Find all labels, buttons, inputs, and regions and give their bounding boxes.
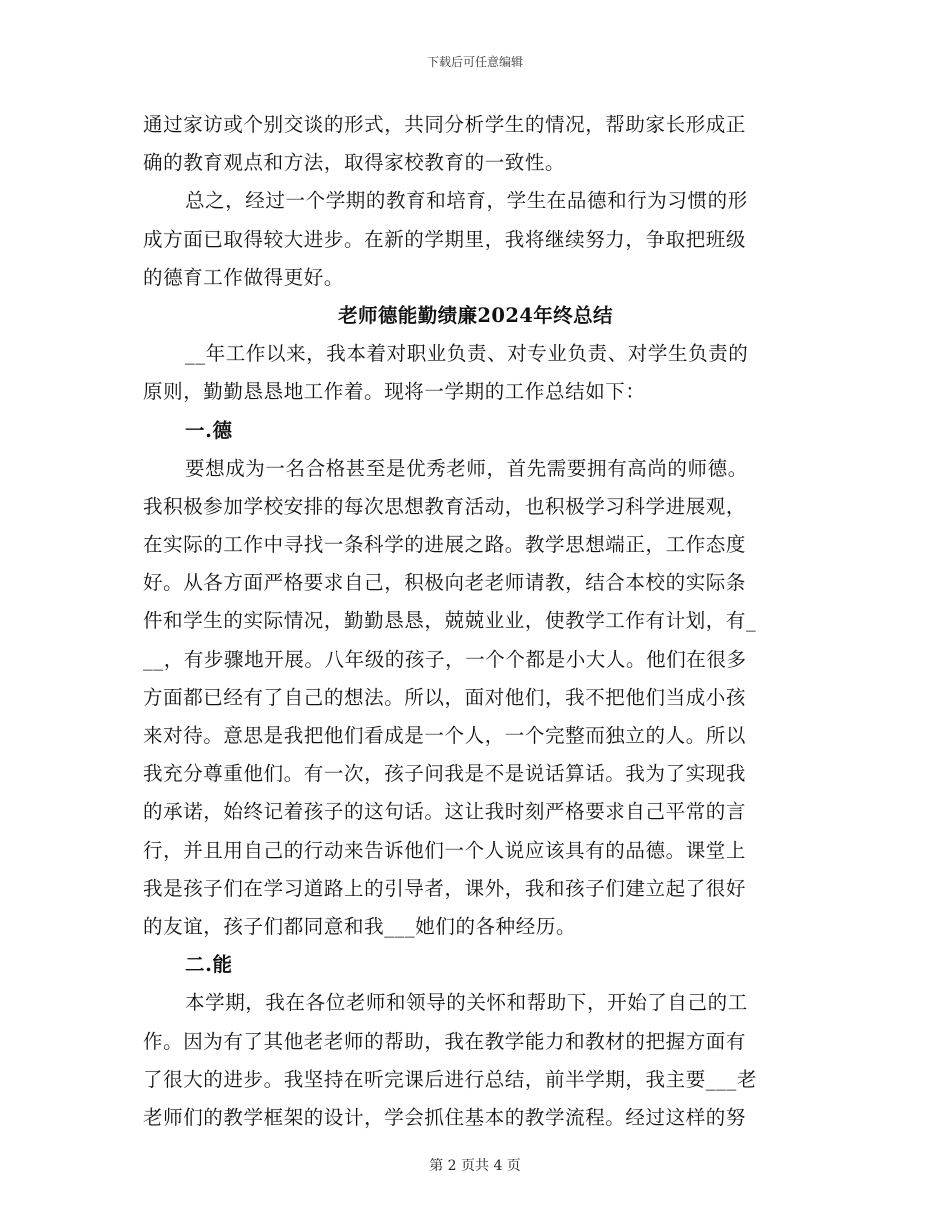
text-line: 的承诺，始终记着孩子的这句话。这让我时刻严格要求自己平常的言 — [143, 800, 747, 824]
text-line: 原则，勤勤恳恳地工作着。现将一学期的工作总结如下： — [143, 380, 646, 404]
text-line: 在实际的工作中寻找一条科学的进展之路。教学思想端正，工作态度 — [143, 533, 747, 557]
paragraph-start: 本学期，我在各位老师和领导的关怀和帮助下，开始了自己的工 — [185, 991, 748, 1015]
text-line: 我积极参加学校安排的每次思想教育活动，也积极学习科学进展观， — [143, 494, 747, 518]
paragraph-start: 总之，经过一个学期的教育和培育，学生在品德和行为习惯的形 — [185, 189, 748, 213]
text-line: 我是孩子们在学习道路上的引导者，课外，我和孩子们建立起了很好 — [143, 876, 747, 900]
text-line: 的友谊，孩子们都同意和我___她们的各种经历。 — [143, 914, 577, 938]
page-header: 下载后可任意编辑 — [426, 55, 523, 69]
section-heading-de: 一.德 — [185, 418, 233, 442]
text-line: 了很大的进步。我坚持在听完课后进行总结，前半学期，我主要___老 — [143, 1067, 757, 1091]
text-line: 来对待。意思是我把他们看成是一个人，一个完整而独立的人。所以 — [143, 724, 747, 747]
text-line: 的德育工作做得更好。 — [143, 265, 345, 289]
text-line: 方面都已经有了自己的想法。所以，面对他们，我不把他们当成小孩 — [143, 685, 747, 709]
text-line: 行，并且用自己的行动来告诉他们一个人说应该具有的品德。课堂上 — [143, 838, 747, 862]
text-line: 我充分尊重他们。有一次，孩子问我是不是说话算话。我为了实现我 — [143, 762, 747, 786]
text-line: __，有步骤地开展。八年级的孩子，一个个都是小大人。他们在很多 — [143, 647, 747, 671]
text-line: 通过家访或个别交谈的形式，共同分析学生的情况，帮助家长形成正 — [143, 113, 747, 136]
text-line: 成方面已取得较大进步。在新的学期里，我将继续努力，争取把班级 — [143, 227, 747, 251]
text-line: 老师们的教学框架的设计，学会抓住基本的教学流程。经过这样的努 — [143, 1105, 747, 1129]
page-number: 第 2 页共 4 页 — [429, 1158, 521, 1174]
text-line: 好。从各方面严格要求自己，积极向老老师请教，结合本校的实际条 — [143, 571, 747, 595]
text-line: 件和学生的实际情况，勤勤恳恳，兢兢业业，使教学工作有计划，有_ — [143, 609, 757, 633]
paragraph-start: 要想成为一名合格甚至是优秀老师，首先需要拥有高尚的师德。 — [185, 456, 748, 480]
paragraph-start: __年工作以来，我本着对职业负责、对专业负责、对学生负责的 — [185, 342, 749, 366]
text-line: 确的教育观点和方法，取得家校教育的一致性。 — [143, 151, 566, 175]
text-line: 作。因为有了其他老老师的帮助，我在教学能力和教材的把握方面有 — [143, 1029, 747, 1053]
document-body — [143, 106, 808, 1137]
section-heading-neng: 二.能 — [185, 953, 233, 977]
document-title: 老师德能勤绩廉2024年终总结 — [338, 303, 613, 327]
